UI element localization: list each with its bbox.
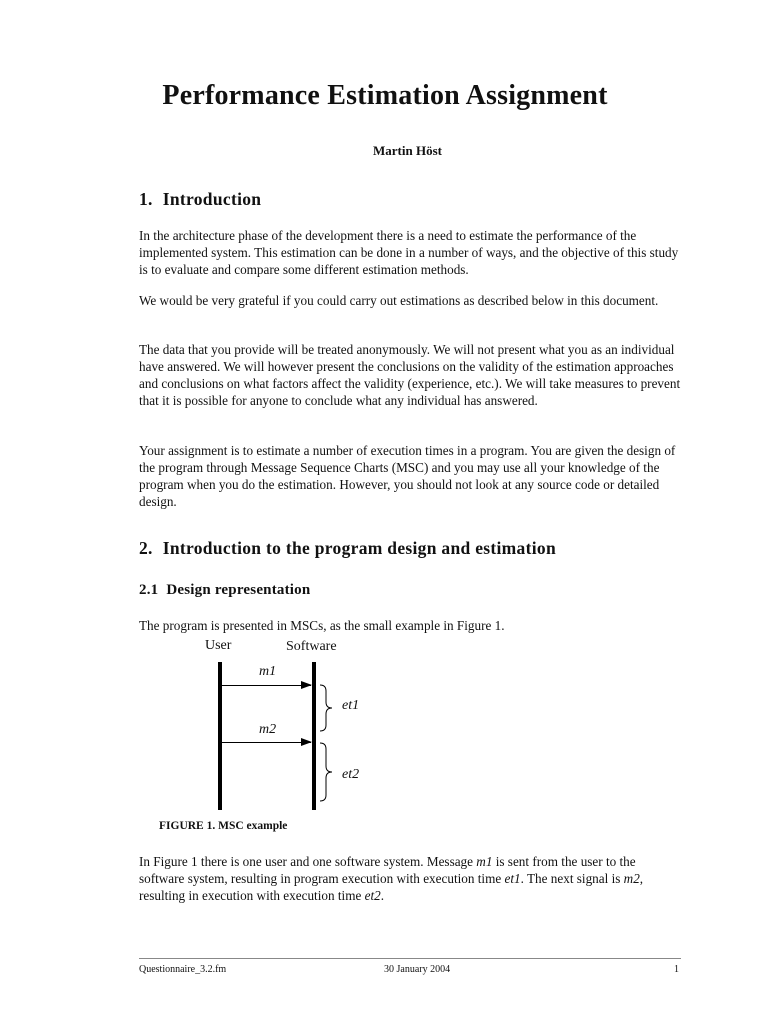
term-et2: et2 xyxy=(364,888,381,903)
section-number: 1. xyxy=(139,189,153,209)
footer-divider xyxy=(139,958,681,959)
term-m1: m1 xyxy=(476,854,493,869)
section-number: 2. xyxy=(139,538,153,558)
footer-page-number: 1 xyxy=(674,964,679,975)
text-segment: , resulting in execution with execution time xyxy=(139,871,644,903)
message-m1-label: m1 xyxy=(259,664,277,679)
section-title: Introduction to the program design and estimation xyxy=(162,538,556,558)
subsection-heading-design-representation xyxy=(139,582,310,599)
message-m2-arrow xyxy=(222,742,311,743)
text-segment: . The next signal is xyxy=(520,871,624,886)
message-m1-arrow xyxy=(222,685,311,686)
paragraph-intro-3: The data that you provide will be treated anonymously. We will not present what you as an individual have answered. We will however present the conclusions on the validity of the estimation approaches and conclusions on what factors affect the validity (experience, etc.). We will take measures to prevent that it is possible for anyone to conclude what any individual has answered. xyxy=(139,342,681,408)
page-title: Performance Estimation Assignment xyxy=(162,80,608,111)
paragraph-intro-2: We would be very grateful if you could carry out estimations as described below in this document. xyxy=(139,293,659,308)
software-lifeline-label: Software xyxy=(286,639,337,654)
term-m2: m2 xyxy=(623,871,640,886)
exec-et1-brace xyxy=(318,684,334,732)
exec-et1-label: et1 xyxy=(342,698,360,713)
text-segment: . xyxy=(380,888,385,903)
paragraph-design-lead: The program is presented in MSCs, as the small example in Figure 1. xyxy=(139,618,505,633)
subsection-title: Design representation xyxy=(166,582,311,598)
paragraph-figure-explanation xyxy=(139,853,681,904)
term-et1: et1 xyxy=(504,871,521,886)
figure-caption: FIGURE 1. MSC example xyxy=(159,820,288,832)
author: Martin Höst xyxy=(373,143,442,158)
msc-diagram xyxy=(190,636,390,814)
paragraph-intro-1: In the architecture phase of the development there is a need to estimate the performance of the implemented system. This estimation can be done in a number of ways, and the objective of this study is to evaluate and compare some different estimation methods. xyxy=(139,228,679,277)
exec-et2-brace xyxy=(318,742,334,802)
message-m2-label: m2 xyxy=(259,722,277,737)
section-heading-introduction xyxy=(139,189,261,210)
exec-et2-label: et2 xyxy=(342,767,360,782)
text-segment: is sent from the user to the software system, resulting in program execution with execution time xyxy=(139,854,636,886)
software-lifeline xyxy=(312,662,316,810)
footer-filename: Questionnaire_3.2.fm xyxy=(139,964,227,975)
section-title: Introduction xyxy=(162,189,262,209)
footer-date: 30 January 2004 xyxy=(384,964,451,975)
section-heading-design xyxy=(139,538,556,559)
subsection-number: 2.1 xyxy=(139,582,159,598)
text-segment: In Figure 1 there is one user and one software system. Message xyxy=(139,854,477,869)
paragraph-intro-4: Your assignment is to estimate a number of execution times in a program. You are given the design of the program through Message Sequence Charts (MSC) and you may use all your knowledge of the program when you do the estimation. However, you should not look at any source code or detailed design. xyxy=(139,443,676,509)
user-lifeline-label: User xyxy=(205,638,232,653)
